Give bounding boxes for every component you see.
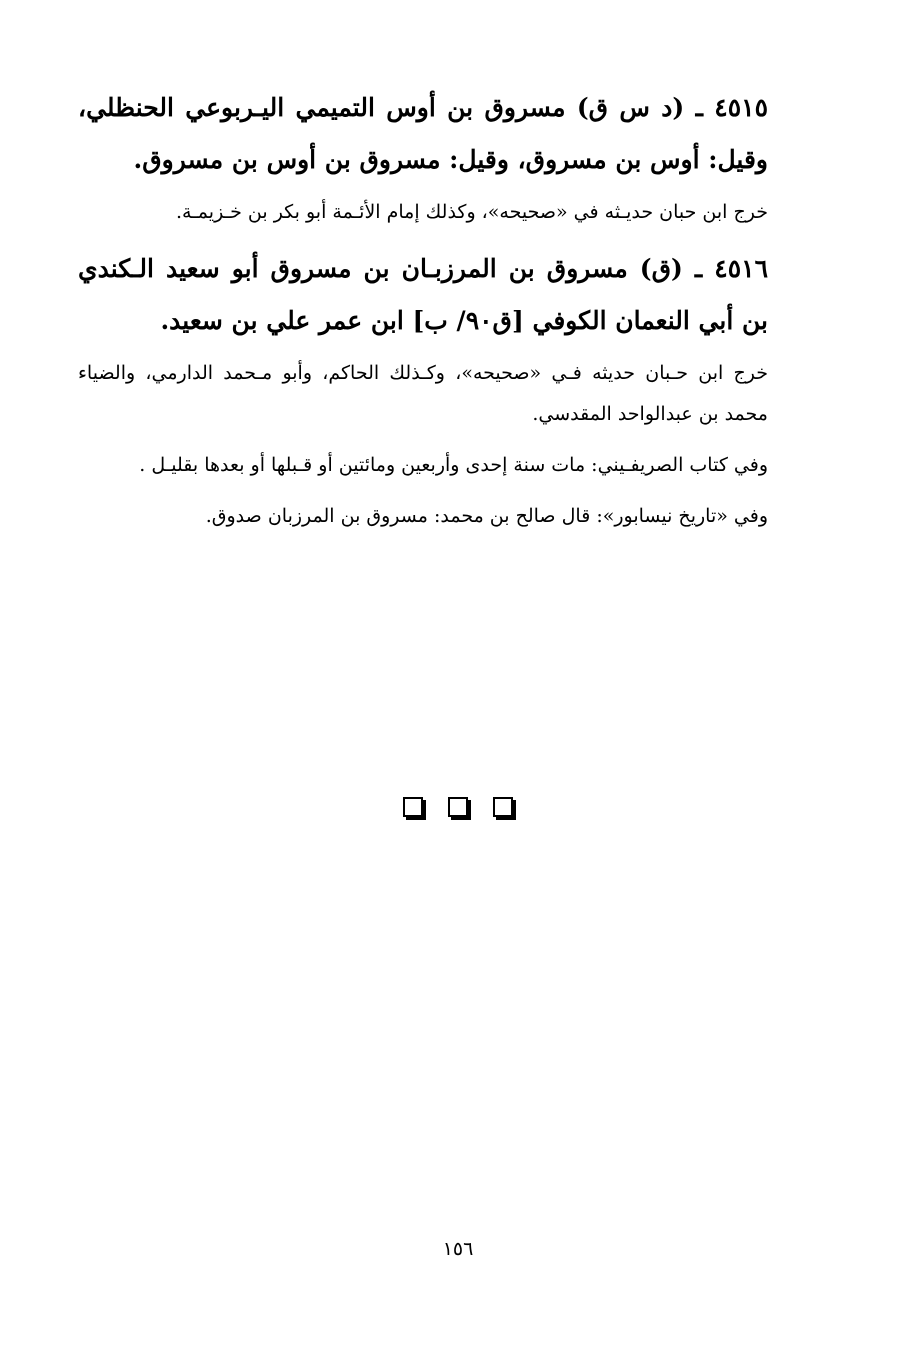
section-separator (0, 797, 916, 821)
entry-4515-heading: ٤٥١٥ ـ (د س ق) مسروق بن أوس التميمي اليـربوعي الحنظلي، وقيل: أوس بن مسروق، وقيل: مسروق بن أوس بن مسروق. (78, 93, 768, 174)
page-number: ١٥٦ (442, 1238, 474, 1260)
entry-4516-paragraph-3: وفي «تاريخ نيسابور»: قال صالح بن محمد: مسروق بن المرزبان صدوق. (205, 505, 768, 527)
entry-4516-paragraph-2: وفي كتاب الصريفـيني: مات سنة إحدى وأربعين ومائتين أو قـبلها أو بعدها بقليـل . (139, 454, 768, 476)
entry-4515-paragraph-1: خرج ابن حبان حديـثه في «صحيحه»، وكذلك إمام الأئـمة أبو بكر بن خـزيمـة. (176, 201, 768, 223)
document-page (78, 82, 768, 547)
box-ornament-icon (448, 797, 468, 817)
entry-4516-paragraph-1: خرج ابن حـبان حديثه فـي «صحيحه»، وكـذلك الحاكم، وأبو مـحمد الدارمي، والضياء محمد بن عبدالواحد المقدسي. (78, 362, 768, 425)
entry-4516-heading: ٤٥١٦ ـ (ق) مسروق بن المرزبـان بن مسروق أبو سعيد الـكندي بن أبي النعمان الكوفي [ق٩٠/ ب] ابن عمر علي بن سعيد. (78, 254, 768, 335)
box-ornament-icon (493, 797, 513, 817)
box-ornament-icon (403, 797, 423, 817)
